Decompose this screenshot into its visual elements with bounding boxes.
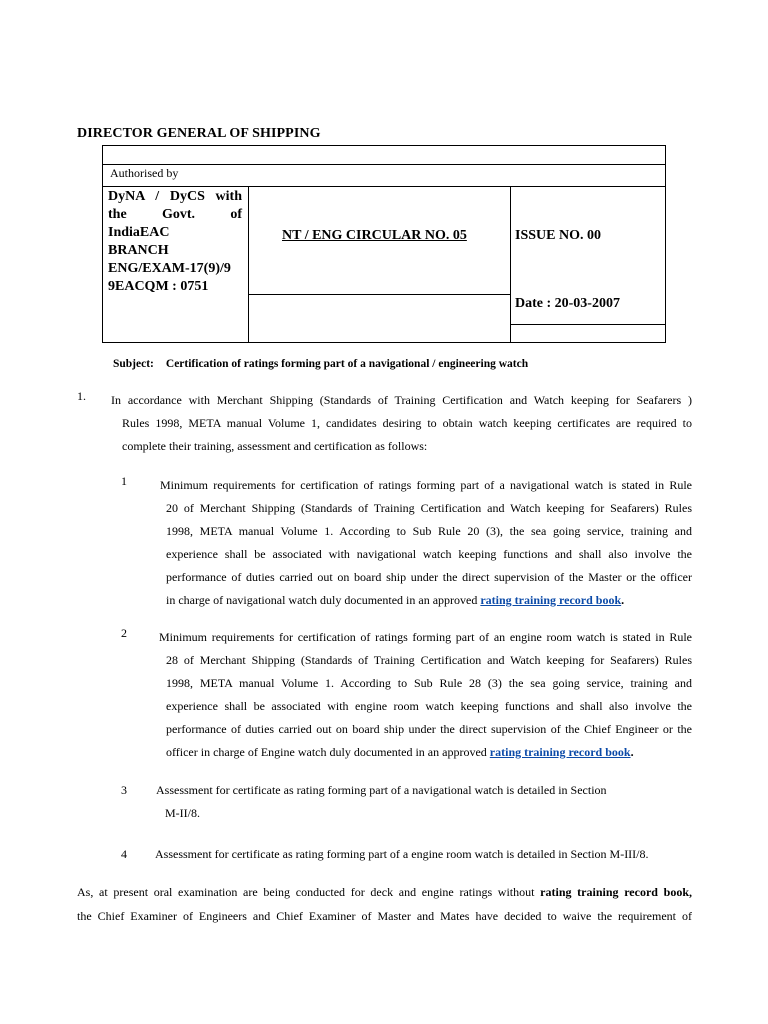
sub-item-2-body [166, 649, 692, 764]
sub-item-1-body [166, 497, 692, 612]
rating-training-record-book-link[interactable]: rating training record book [489, 745, 631, 759]
authority-line: BRANCH [108, 243, 169, 258]
sub-item-line: 28 of Merchant Shipping (Standards of Training Certification and Watch keeping for Seafarers) Rules [166, 653, 692, 667]
authority-line: 9EACQM : 0751 [108, 279, 209, 294]
sub-item-line: Assessment for certificate as rating forming part of a navigational watch is detailed in Section [156, 783, 607, 797]
sub-item-line: M-II/8. [165, 806, 200, 820]
sub-item-line: experience shall be associated with engine room watch keeping functions and shall also involve the [166, 699, 692, 713]
sub-item-line: performance of duties carried out on board ship under the direct supervision of the Chief Engineer or the [166, 722, 692, 736]
sub-item-line: Minimum requirements for certification of ratings forming part of a navigational watch is stated in Rule [160, 478, 692, 492]
sub-item-number: 3 [121, 783, 127, 797]
circular-number: NT / ENG CIRCULAR NO. 05 [282, 228, 467, 243]
paragraph-1-body [122, 412, 692, 458]
authority-block [108, 188, 242, 296]
subject-text: Certification of ratings forming part of a navigational / engineering watch [165, 358, 529, 370]
paragraph-line: Rules 1998, META manual Volume 1, candidates desiring to obtain watch keeping certificates are required to [122, 416, 692, 430]
sub-item-line: 1998, META manual Volume 1. According to Sub Rule 28 (3) the sea going service, training and [166, 676, 692, 690]
final-paragraph-line [77, 881, 692, 904]
sub-item-number: 2 [121, 626, 127, 640]
authority-line: IndiaEAC [108, 225, 170, 240]
final-paragraph-line: the Chief Examiner of Engineers and Chief Examiner of Master and Mates have decided to waive the requirement of [77, 909, 692, 923]
sub-item-number: 4 [121, 847, 127, 861]
subject-label: Subject: [113, 358, 154, 370]
header-table [102, 145, 666, 343]
paragraph-number: 1. [77, 389, 86, 403]
authority-line: DyNA / DyCS with [108, 189, 242, 204]
sub-item-text: in charge of navigational watch duly documented in an approved [166, 593, 481, 607]
sub-item-end: . [621, 593, 625, 607]
sub-item-number: 1 [121, 474, 127, 488]
rating-training-record-book-link[interactable]: rating training record book [480, 593, 622, 607]
sub-item-line: performance of duties carried out on board ship under the direct supervision of the Master or the officer [166, 570, 692, 584]
page-heading: DIRECTOR GENERAL OF SHIPPING [77, 126, 321, 141]
sub-item-line: experience shall be associated with navigational watch keeping functions and shall also involve the [166, 547, 692, 561]
issue-number: ISSUE NO. 00 [515, 228, 601, 243]
sub-item-text: officer in charge of Engine watch duly documented in an approved [166, 745, 490, 759]
authority-line: ENG/EXAM-17(9)/9 [108, 261, 231, 276]
sub-item-end: . [630, 745, 634, 759]
sub-item-line: Minimum requirements for certification of ratings forming part of an engine room watch is stated in Rule [159, 630, 692, 644]
final-bold-text: rating training record book, [540, 885, 692, 899]
authorised-by-label: Authorised by [110, 166, 179, 180]
circular-date: Date : 20-03-2007 [515, 296, 620, 311]
sub-item-line: 20 of Merchant Shipping (Standards of Training Certification and Watch keeping for Seafarers) Rules [166, 501, 692, 515]
sub-item-line [166, 741, 692, 764]
authority-line: the Govt. of [108, 207, 242, 222]
subject-line [113, 358, 528, 370]
paragraph-line: complete their training, assessment and certification as follows: [122, 439, 428, 453]
sub-item-line: Assessment for certificate as rating forming part of a engine room watch is detailed in Section M-III/8. [155, 847, 649, 861]
paragraph-line: In accordance with Merchant Shipping (Standards of Training Certification and Watch keeping for Seafarers ) [111, 393, 692, 407]
sub-item-line [166, 589, 692, 612]
final-text: As, at present oral examination are being conducted for deck and engine ratings without [77, 885, 541, 899]
sub-item-line: 1998, META manual Volume 1. According to Sub Rule 20 (3), the sea going service, training and [166, 524, 692, 538]
